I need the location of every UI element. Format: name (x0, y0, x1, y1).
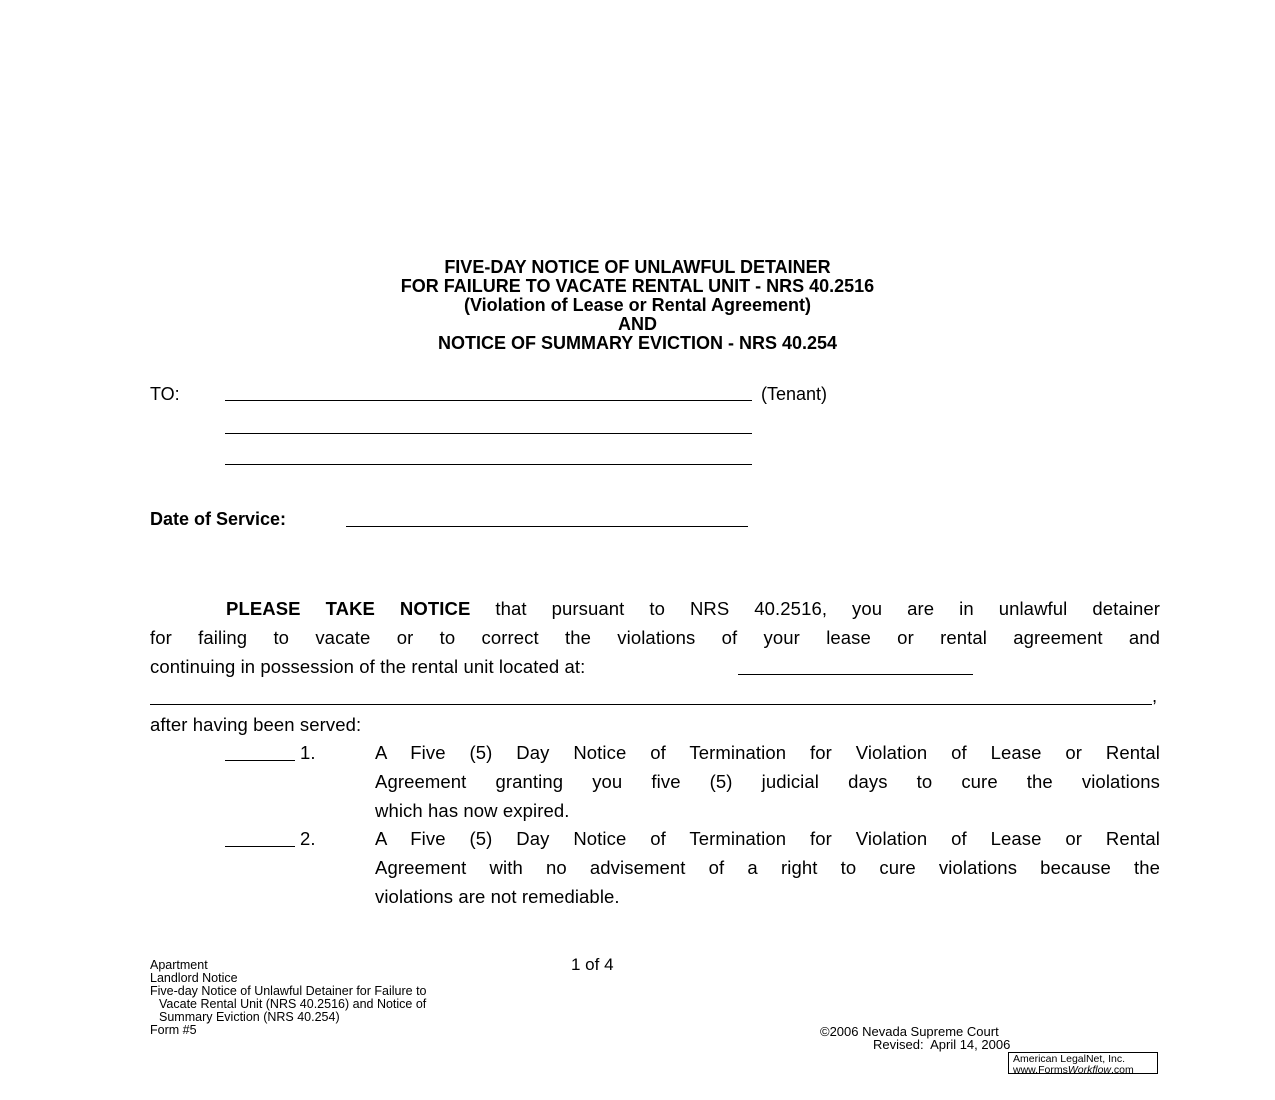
footer-line-1: Apartment (150, 958, 208, 972)
notice-line-2: for failing to vacate or to correct the violations of your lease or rental agreement and (150, 627, 1160, 648)
title-line-2: FOR FAILURE TO VACATE RENTAL UNIT - NRS 40.2516 (400, 276, 875, 296)
option-2-checkbox-line[interactable] (225, 846, 295, 847)
page-indicator: 1 of 4 (571, 955, 614, 974)
option-2-line-3: violations are not remediable. (375, 886, 620, 907)
notice-line-1-text: that pursuant to NRS 40.2516, you are in unlawful detainer (495, 598, 1160, 619)
notice-line-1 (150, 594, 1160, 623)
revised-date: Revised: April 14, 2006 (873, 1037, 1011, 1052)
option-1-line-2: Agreement granting you five (5) judicial days to cure the violations (375, 771, 1160, 792)
option-1-line-3: which has now expired. (375, 800, 570, 821)
rental-unit-address-field-1[interactable] (738, 674, 973, 675)
date-of-service-label: Date of Service: (150, 509, 287, 529)
brand-url-part-2: Workflow (1067, 1063, 1112, 1076)
tenant-address-field-1[interactable] (225, 433, 752, 434)
date-of-service-field[interactable] (346, 526, 748, 527)
to-label: TO: (150, 384, 180, 404)
tenant-label: (Tenant) (761, 384, 828, 404)
notice-line-4 (150, 681, 1160, 710)
option-1-text (375, 738, 1160, 825)
notice-line-3 (150, 652, 1160, 681)
american-legalnet-badge (1008, 1052, 1158, 1074)
brand-line-1: American LegalNet, Inc. (1013, 1053, 1126, 1065)
title-line-1: FIVE-DAY NOTICE OF UNLAWFUL DETAINER (444, 257, 831, 277)
footer-line-2: Landlord Notice (150, 971, 238, 985)
brand-url-part-1: www.Forms (1013, 1063, 1068, 1076)
footer-line-4: Vacate Rental Unit (NRS 40.2516) and Notice of (159, 997, 427, 1011)
notice-line-5: after having been served: (150, 714, 362, 735)
tenant-name-field[interactable] (225, 400, 752, 401)
address-comma: , (1152, 685, 1158, 706)
option-1-line-1: A Five (5) Day Notice of Termination for Violation of Lease or Rental (375, 742, 1160, 763)
copyright-text: ©2006 Nevada Supreme Court (820, 1024, 999, 1039)
please-take-notice: PLEASE TAKE NOTICE (226, 598, 471, 619)
footer-form-info (150, 959, 427, 1037)
brand-line-2 (1013, 1065, 1157, 1076)
title-line-4: AND (618, 314, 657, 334)
document-title (0, 258, 1275, 353)
notice-line-3-text: continuing in possession of the rental unit located at: (150, 656, 586, 677)
option-2-line-2: Agreement with no advisement of a right to cure violations because the (375, 857, 1160, 878)
brand-url-part-3: .com (1111, 1063, 1134, 1076)
footer-line-3: Five-day Notice of Unlawful Detainer for Failure to (150, 984, 427, 998)
tenant-address-field-2[interactable] (225, 464, 752, 465)
option-1-checkbox-line[interactable] (225, 760, 295, 761)
option-2-text (375, 824, 1160, 911)
title-line-3: (Violation of Lease or Rental Agreement) (463, 295, 812, 315)
option-1-number: 1. (300, 742, 316, 763)
notice-paragraph (150, 594, 1160, 739)
footer-line-5: Summary Eviction (NRS 40.254) (159, 1010, 340, 1024)
option-2-number: 2. (300, 828, 316, 849)
rental-unit-address-field-2[interactable] (150, 704, 1152, 705)
title-line-5: NOTICE OF SUMMARY EVICTION - NRS 40.254 (437, 333, 838, 353)
option-2-line-1: A Five (5) Day Notice of Termination for Violation of Lease or Rental (375, 828, 1160, 849)
footer-line-6: Form #5 (150, 1023, 197, 1037)
